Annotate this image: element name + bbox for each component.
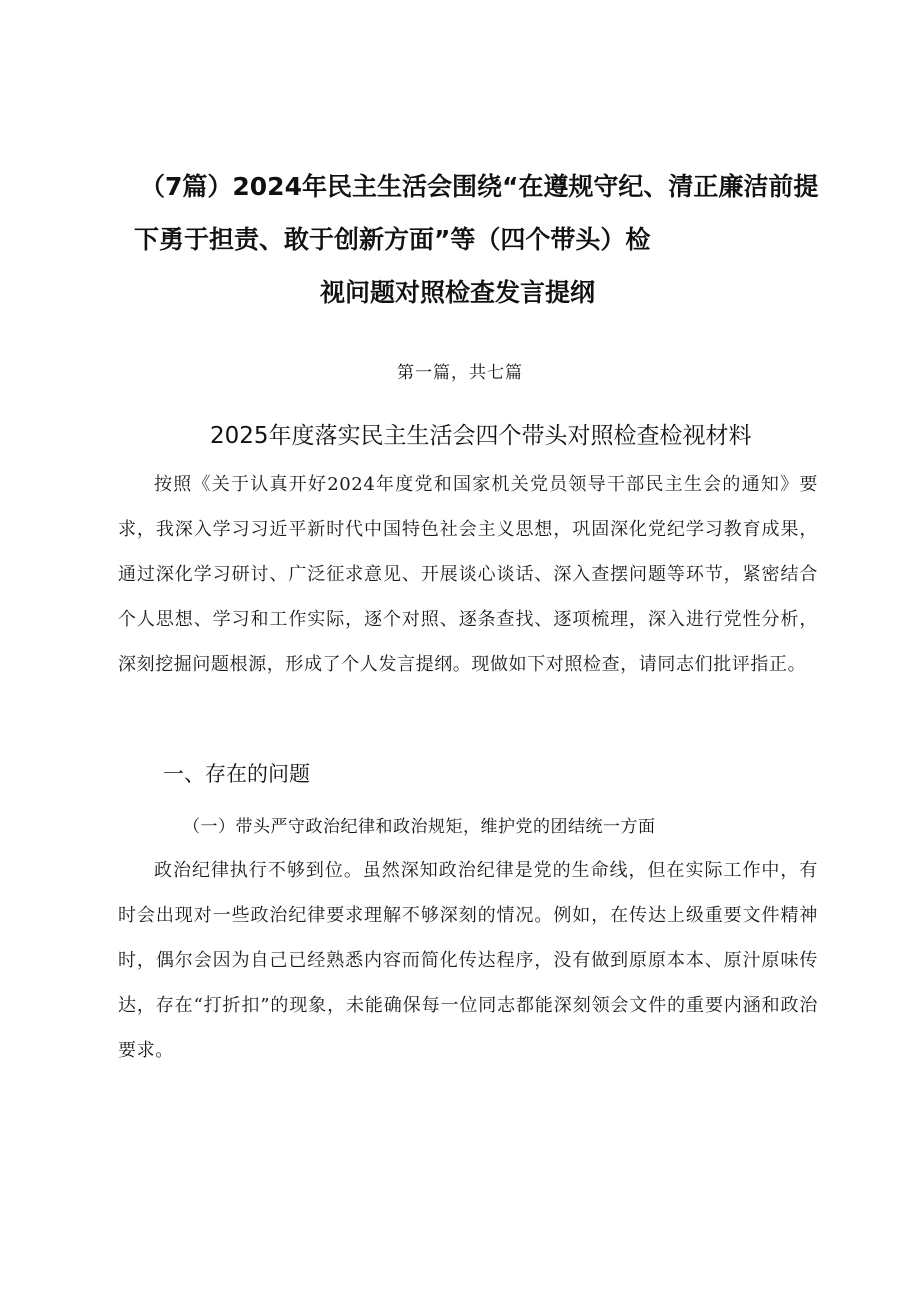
document-title (134, 160, 840, 319)
subsection-heading: （一）带头严守政治纪律和政治规矩，维护党的团结统一方面 (183, 817, 656, 837)
part-label: 第一篇，共七篇 (397, 363, 523, 383)
section-heading: 一、存在的问题 (163, 762, 310, 786)
title-line-3: 视问题对照检查发言提纲 (320, 278, 596, 307)
intro-paragraph: 按照《关于认真开好2024年度党和国家机关党员领导干部民主生会的通知》要求，我深入学习习近平新时代中国特色社会主义思想，巩固深化党纪学习教育成果，通过深化学习研讨、广泛征求意见、开展谈心谈话、深入查摆问题等环节，紧密结合个人思想、学习和工作实际，逐个对照、逐条查找、逐项梳理，深入进行党性分析，深刻挖掘问题根源，形成了个人发言提纲。现做如下对照检查，请同志们批评指正。 (118, 474, 818, 675)
body-paragraph: 政治纪律执行不够到位。虽然深知政治纪律是党的生命线，但在实际工作中，有时会出现对一些政治纪律要求理解不够深刻的情况。例如，在传达上级重要文件精神时，偶尔会因为自己已经熟悉内容而简化传达程序，没有做到原原本本、原汁原味传达，存在“打折扣”的现象，未能确保每一位同志都能深刻领会文件的重要内涵和政治要求。 (118, 860, 818, 1061)
sub-title: 2025年度落实民主生活会四个带头对照检查检视材料 (210, 423, 752, 449)
title-line-1: （7篇）2024年民主生活会围绕“在遵规守纪、清正廉洁前提 (140, 172, 819, 201)
title-line-2: 下勇于担责、敢于创新方面”等（四个带头）检 (134, 225, 651, 254)
